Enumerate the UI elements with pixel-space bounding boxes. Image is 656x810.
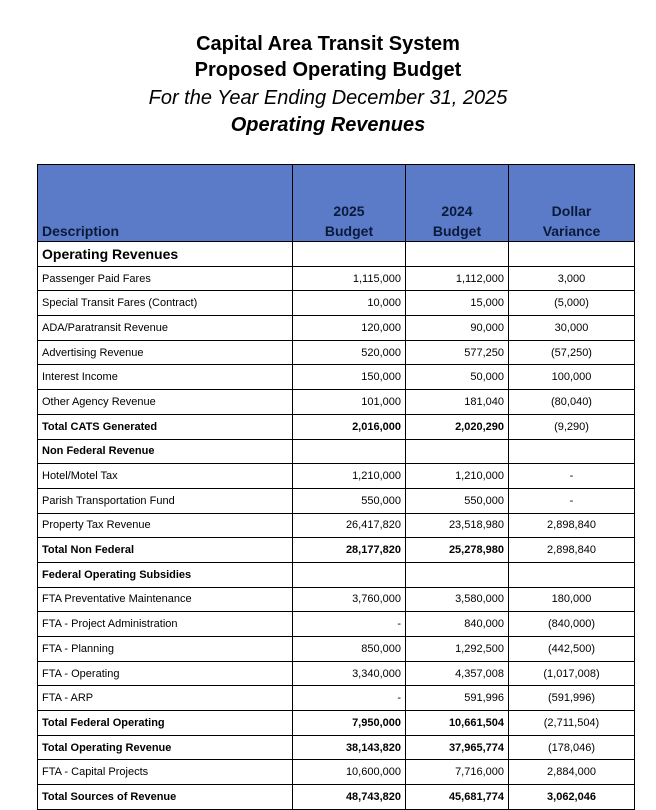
table-row: [38, 562, 635, 587]
row-description: Federal Operating Subsidies: [38, 562, 293, 587]
row-variance: 3,000: [509, 266, 635, 291]
row-description: Property Tax Revenue: [38, 513, 293, 538]
table-row: [38, 439, 635, 464]
row-2025-budget: 520,000: [293, 340, 406, 365]
column-header-description: Description: [38, 165, 293, 242]
table-row: [38, 464, 635, 489]
table-row: [38, 266, 635, 291]
row-description: Operating Revenues: [38, 242, 293, 267]
row-2024-budget: 10,661,504: [406, 711, 509, 736]
row-2024-budget: [406, 242, 509, 267]
row-description: Total Operating Revenue: [38, 735, 293, 760]
table-row: [38, 637, 635, 662]
row-2025-budget: 1,210,000: [293, 464, 406, 489]
row-description: Advertising Revenue: [38, 340, 293, 365]
table-row: [38, 612, 635, 637]
row-2025-budget: 150,000: [293, 365, 406, 390]
row-2025-budget: 3,340,000: [293, 661, 406, 686]
row-variance: (5,000): [509, 291, 635, 316]
row-2025-budget: 3,760,000: [293, 587, 406, 612]
row-description: Interest Income: [38, 365, 293, 390]
table-row: [38, 760, 635, 785]
table-row: [38, 513, 635, 538]
column-header-dollar-variance: Dollar Variance: [509, 165, 635, 242]
row-2024-budget: 3,580,000: [406, 587, 509, 612]
row-description: Non Federal Revenue: [38, 439, 293, 464]
row-2025-budget: 550,000: [293, 488, 406, 513]
row-2025-budget: 10,600,000: [293, 760, 406, 785]
budget-table: [37, 164, 635, 810]
row-2024-budget: 550,000: [406, 488, 509, 513]
column-header-2025-budget: 2025 Budget: [293, 165, 406, 242]
row-2025-budget: 26,417,820: [293, 513, 406, 538]
row-2025-budget: 120,000: [293, 316, 406, 341]
row-2025-budget: -: [293, 612, 406, 637]
row-variance: [509, 439, 635, 464]
row-2025-budget: [293, 562, 406, 587]
row-2025-budget: 28,177,820: [293, 538, 406, 563]
table-row: [38, 242, 635, 267]
row-variance: [509, 562, 635, 587]
row-2025-budget: 10,000: [293, 291, 406, 316]
row-variance: (2,711,504): [509, 711, 635, 736]
row-description: Hotel/Motel Tax: [38, 464, 293, 489]
row-description: FTA - Operating: [38, 661, 293, 686]
row-description: Total CATS Generated: [38, 414, 293, 439]
row-variance: (591,996): [509, 686, 635, 711]
row-2024-budget: 2,020,290: [406, 414, 509, 439]
table-row: [38, 587, 635, 612]
row-variance: 100,000: [509, 365, 635, 390]
table-row: [38, 711, 635, 736]
row-description: FTA - ARP: [38, 686, 293, 711]
row-variance: -: [509, 488, 635, 513]
row-2025-budget: [293, 242, 406, 267]
row-2024-budget: 7,716,000: [406, 760, 509, 785]
row-description: FTA - Capital Projects: [38, 760, 293, 785]
row-description: Total Sources of Revenue: [38, 785, 293, 810]
row-variance: (1,017,008): [509, 661, 635, 686]
row-2025-budget: -: [293, 686, 406, 711]
table-row: [38, 340, 635, 365]
row-2025-budget: [293, 439, 406, 464]
table-row: [38, 538, 635, 563]
row-variance: 3,062,046: [509, 785, 635, 810]
row-variance: 180,000: [509, 587, 635, 612]
table-row: [38, 785, 635, 810]
table-row: [38, 316, 635, 341]
row-2024-budget: 37,965,774: [406, 735, 509, 760]
row-description: Other Agency Revenue: [38, 390, 293, 415]
row-variance: (80,040): [509, 390, 635, 415]
row-2024-budget: 90,000: [406, 316, 509, 341]
row-2024-budget: 25,278,980: [406, 538, 509, 563]
table-row: [38, 390, 635, 415]
table-header-row: [38, 165, 635, 242]
row-variance: (9,290): [509, 414, 635, 439]
row-2024-budget: 50,000: [406, 365, 509, 390]
table-row: [38, 661, 635, 686]
table-row: [38, 365, 635, 390]
organization-title: Capital Area Transit System: [196, 33, 460, 55]
row-2024-budget: [406, 562, 509, 587]
row-2024-budget: 15,000: [406, 291, 509, 316]
report-title: Proposed Operating Budget: [194, 59, 462, 81]
report-period: For the Year Ending December 31, 2025: [148, 87, 508, 109]
table-row: [38, 735, 635, 760]
row-description: FTA - Planning: [38, 637, 293, 662]
row-variance: 2,884,000: [509, 760, 635, 785]
row-2024-budget: 1,112,000: [406, 266, 509, 291]
row-variance: (442,500): [509, 637, 635, 662]
report-section-title: Operating Revenues: [230, 114, 426, 136]
row-2025-budget: 38,143,820: [293, 735, 406, 760]
row-variance: (57,250): [509, 340, 635, 365]
table-row: [38, 488, 635, 513]
row-variance: (178,046): [509, 735, 635, 760]
row-description: ADA/Paratransit Revenue: [38, 316, 293, 341]
row-2024-budget: 23,518,980: [406, 513, 509, 538]
row-2024-budget: 591,996: [406, 686, 509, 711]
row-variance: 30,000: [509, 316, 635, 341]
row-variance: -: [509, 464, 635, 489]
row-description: Total Federal Operating: [38, 711, 293, 736]
table-row: [38, 291, 635, 316]
row-2024-budget: 577,250: [406, 340, 509, 365]
row-2025-budget: 1,115,000: [293, 266, 406, 291]
row-2025-budget: 7,950,000: [293, 711, 406, 736]
row-description: Parish Transportation Fund: [38, 488, 293, 513]
row-2024-budget: 1,210,000: [406, 464, 509, 489]
table-row: [38, 686, 635, 711]
row-description: FTA Preventative Maintenance: [38, 587, 293, 612]
row-2025-budget: 2,016,000: [293, 414, 406, 439]
row-variance: 2,898,840: [509, 538, 635, 563]
row-2024-budget: 1,292,500: [406, 637, 509, 662]
row-2025-budget: 850,000: [293, 637, 406, 662]
row-2024-budget: 840,000: [406, 612, 509, 637]
row-description: FTA - Project Administration: [38, 612, 293, 637]
row-variance: (840,000): [509, 612, 635, 637]
row-2024-budget: 4,357,008: [406, 661, 509, 686]
row-2025-budget: 48,743,820: [293, 785, 406, 810]
column-header-2024-budget: 2024 Budget: [406, 165, 509, 242]
row-2024-budget: 45,681,774: [406, 785, 509, 810]
row-description: Passenger Paid Fares: [38, 266, 293, 291]
row-description: Special Transit Fares (Contract): [38, 291, 293, 316]
row-2025-budget: 101,000: [293, 390, 406, 415]
table-row: [38, 414, 635, 439]
row-2024-budget: 181,040: [406, 390, 509, 415]
row-description: Total Non Federal: [38, 538, 293, 563]
row-variance: [509, 242, 635, 267]
row-2024-budget: [406, 439, 509, 464]
row-variance: 2,898,840: [509, 513, 635, 538]
